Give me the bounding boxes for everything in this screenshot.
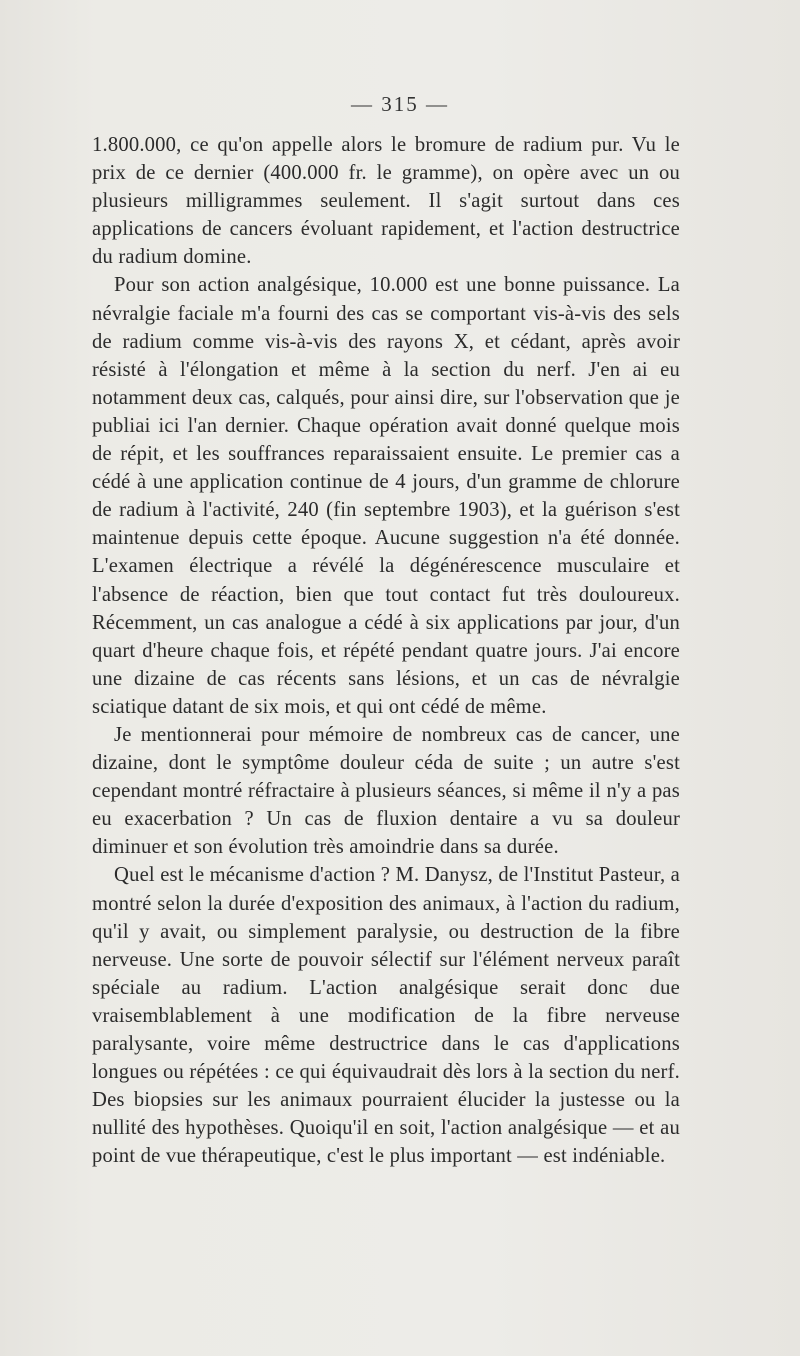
paragraph: Quel est le mécanisme d'action ? M. Danysz, de l'Institut Pasteur, a montré selon la durée d'exposition des animaux, à l'action du radium, qu'il y avait, ou simplement paralysie, ou destruction de la fibre nerveuse. Une sorte de pouvoir sélectif sur l'élément nerveux paraît spéciale au radium. L'action analgésique serait donc due vraisemblablement à une modification de la fibre nerveuse paralysante, voire même destructrice dans le cas d'applications longues ou répétées : ce qui équivaudrait dès lors à la section du nerf. Des biopsies sur les animaux pourraient élucider la justesse ou la nullité des hypothèses. Quoiqu'il en soit, l'action analgésique — et au point de vue thérapeutique, c'est le plus important — est indéniable. [92, 864, 680, 1168]
paragraph: Je mentionnerai pour mémoire de nombreux cas de cancer, une dizaine, dont le symptôme douleur céda de suite ; un autre s'est cependant montré réfractaire à plusieurs séances, si même il n'y a pas eu exacerbation ? Un cas de fluxion dentaire a vu sa douleur diminuer et son évolution très amoindrie dans sa durée. [92, 723, 680, 859]
page-number: — 315 — [351, 92, 449, 116]
paragraph: Pour son action analgésique, 10.000 est une bonne puissance. La névralgie faciale m'a fourni des cas se comportant vis-à-vis des sels de radium comme vis-à-vis des rayons X, et cédant, après avoir résisté à l'élongation et même à la section du nerf. J'en ai eu notamment deux cas, calqués, pour ainsi dire, sur l'observation que je publiai ici l'an dernier. Chaque opération avait donné quelque mois de répit, et les souffrances reparaissaient ensuite. Le premier cas a cédé à une application continue de 4 jours, d'un gramme de chlorure de radium à l'activité, 240 (fin septembre 1903), et la guérison s'est maintenue depuis cette époque. Aucune suggestion n'a été donnée. L'examen électrique a révélé la dégénérescence musculaire et l'absence de réaction, bien que tout contact fut très douloureux. Récemment, un cas analogue a cédé à six applications par jour, d'un quart d'heure chaque fois, et répété pendant quatre jours. J'ai encore une dizaine de cas récents sans lésions, et un cas de névralgie sciatique datant de six mois, et qui ont cédé de même. [92, 274, 680, 718]
body-text [92, 131, 680, 1170]
paragraph: 1.800.000, ce qu'on appelle alors le bromure de radium pur. Vu le prix de ce dernier (400.000 fr. le gramme), on opère avec un ou plusieurs milligrammes seulement. Il s'agit surtout dans ces applications de cancers évoluant rapidement, et l'action destructrice du radium domine. [92, 134, 680, 269]
